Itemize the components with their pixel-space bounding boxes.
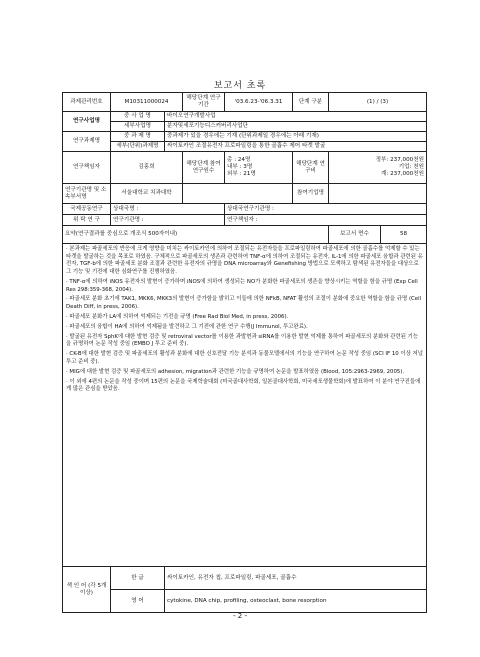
intl-research-label: 국제공동연구 — [63, 204, 111, 215]
main-task-label: 중 과 제 명 — [111, 132, 165, 142]
institution-label: 연구기관명 및 소속부서명 — [63, 184, 111, 204]
staff-label: 해당단계 참여연구원수 — [183, 152, 225, 184]
cost-company: 기업: 천원 — [398, 164, 425, 170]
summary-paragraph: · 파골세포 분화가 LA에 의하여 억제되는 기전을 규명 (Free Rad Biol Med, in press, 2006). — [66, 313, 289, 320]
project-number-value: M10311000024 — [111, 93, 183, 112]
cost-total: 계: 237,000천원 — [381, 170, 425, 177]
period-label: 해당단계 연구기간 — [183, 93, 225, 112]
staff-counts — [225, 152, 293, 184]
main-task-value: 중과제가 있을 경우에는 기재 (단위과제일 경우에는 아래 기재) — [165, 132, 427, 142]
period-value: '03.6.23-'06.3.31 — [225, 93, 293, 112]
sub-program-label: 세부사업명 — [111, 122, 165, 132]
report-abstract-table — [62, 92, 427, 613]
cost-label: 해당단계 연구비 — [293, 152, 329, 184]
summary-body — [63, 244, 427, 567]
task-label: 연구과제명 — [63, 132, 111, 152]
commission-org: 연구기관명 : — [111, 215, 225, 226]
page-number: - 2 - — [233, 612, 247, 620]
institution-name: 서울대학교 치과대학 — [111, 184, 183, 204]
intl-partner-org: 상대국연구기관명 : — [225, 204, 427, 215]
summary-paragraph: · 발굴된 유전자 SphK에 대한 발현 검증 및 retroviral vector를 이용한 과발현과 siRNA를 이용한 발현 억제를 통하여 파골세포의 분화와 관련된 기능을 규명하여 논문 작성 중임 (EMBO J 투고 준비 중). — [66, 333, 419, 348]
stage-value: (1) / (3) — [329, 93, 427, 112]
commission-label: 위 탁 연 구 — [63, 215, 111, 226]
keywords-english-label: 영 어 — [111, 590, 165, 613]
staff-internal: 내부 : 3명 — [227, 164, 253, 170]
intl-partner-country: 상대국명 : — [111, 204, 225, 215]
cost-government: 정부: 237,000천원 — [375, 157, 425, 164]
summary-label: 요약(연구결과를 중심으로 개조식 500자이내) — [63, 226, 329, 244]
cost-values — [329, 152, 427, 184]
sub-task-value: 싸이토카인 조절유전자 프로파일링을 통한 골흡수 제어 타겟 발굴 — [165, 142, 427, 152]
summary-paragraph: · 본과제는 파골세포의 반응에 크게 영향을 미치는 싸이토카인에 의하여 조절되는 유전자들을 프로파일링하여 파골세포에 의한 골흡수를 억제할 수 있는 타겟을 발굴하는 것을 목표로 하였음. 구체적으로 파골세포의 생존과 관련하여 TNF-α에 의하여 조절되는 유전자, IL-1에 의한 파골세포 융합과 관련된 유전자, TGF-b에 의한 파골세포 분화 조절과 관련한 유전자의 규명을 DNA microarray와 Genefishing 방법으로 모색하고 탐색된 유전자들을 대상으로 그 기능 및 기전에 대한 심화연구를 진행하였음. — [66, 246, 423, 276]
main-program-label: 중 사 업 명 — [111, 112, 165, 122]
staff-total: 총 : 24명 — [227, 157, 251, 164]
program-label: 연구사업명 — [63, 112, 111, 132]
stage-label: 단계 구분 — [293, 93, 329, 112]
main-program-value: 바이오연구개발사업 — [165, 112, 427, 122]
sub-program-value: 분자및세포기능디스커버리사업단 — [165, 122, 427, 132]
keywords-korean: 싸이토카인, 유전자 칩, 프로파일링, 파골세포, 골흡수 — [165, 567, 427, 590]
commission-lead: 연구책임자 : — [225, 215, 427, 226]
pages-label: 보고서 면수 — [329, 226, 381, 244]
researcher-name: 김홍희 — [111, 152, 183, 184]
keywords-english: cytokine, DNA chip, profiling, osteoclast, bone resorption — [165, 590, 427, 613]
summary-paragraph: · MIG에 대한 발현 검증 및 파골세포의 adhesion, migration과 관련한 기능을 규명하여 논문을 발표하였음 (Blood, 105:2963-2969, 2005). — [66, 368, 405, 375]
summary-paragraph: · 파골세포 분화 초기에 TAK1, MKK6, MKK3의 발현이 증가함을 밝히고 이들에 의한 NFkB, NFAT 활성의 조절이 분화에 중요한 역할을 함을 규명 (Cell Death Diff, in press, 2006). — [66, 296, 422, 311]
sub-task-label: 세부(단위)과제명 — [111, 142, 165, 152]
project-number-label: 과제관리번호 — [63, 93, 111, 112]
keywords-korean-label: 한 글 — [111, 567, 165, 590]
summary-paragraph: · 이 외에 4편의 논문을 작성 중이며 15편의 논문을 국제학술대회 (미국골대사학회, 일본골대사학회, 미국세포생물학회)에 발표하여 이 분야 연구진들에게 많은 관심을 받았음. — [66, 378, 421, 393]
researcher-label: 연구책임자 — [63, 152, 111, 184]
keywords-label: 색 인 어 (각 5개 이상) — [63, 567, 111, 613]
document-title: 보고서 초록 — [213, 81, 267, 91]
summary-paragraph: · 파골세포의 융합이 HA에 의하여 억제됨을 발견하고 그 기전에 관한 연구 수행(J Immunol, 투고완료). — [66, 323, 308, 330]
summary-paragraph: · TNF-α에 의하여 iNOS 유전자의 발현이 증가하며 iNOS에 의하여 생성되는 NO가 분화한 파골세포의 생존을 향상시키는 역할을 함을 규명 (Exp Cell Res 298:359-368, 2004). — [66, 278, 418, 293]
summary-paragraph: · CK-B에 대한 발현 검증 및 파골세포의 활성과 분화에 대한 신호전달 기능 분석과 동물모델에서의 기능을 연구하여 논문 작성 중임 (SCI IF 10 이상 저널 투고 준비 중). — [66, 351, 423, 365]
partner-company-label: 참여기업명 — [293, 184, 329, 204]
pages-value: 58 — [381, 226, 427, 244]
staff-external: 외부 : 21명 — [227, 170, 256, 177]
